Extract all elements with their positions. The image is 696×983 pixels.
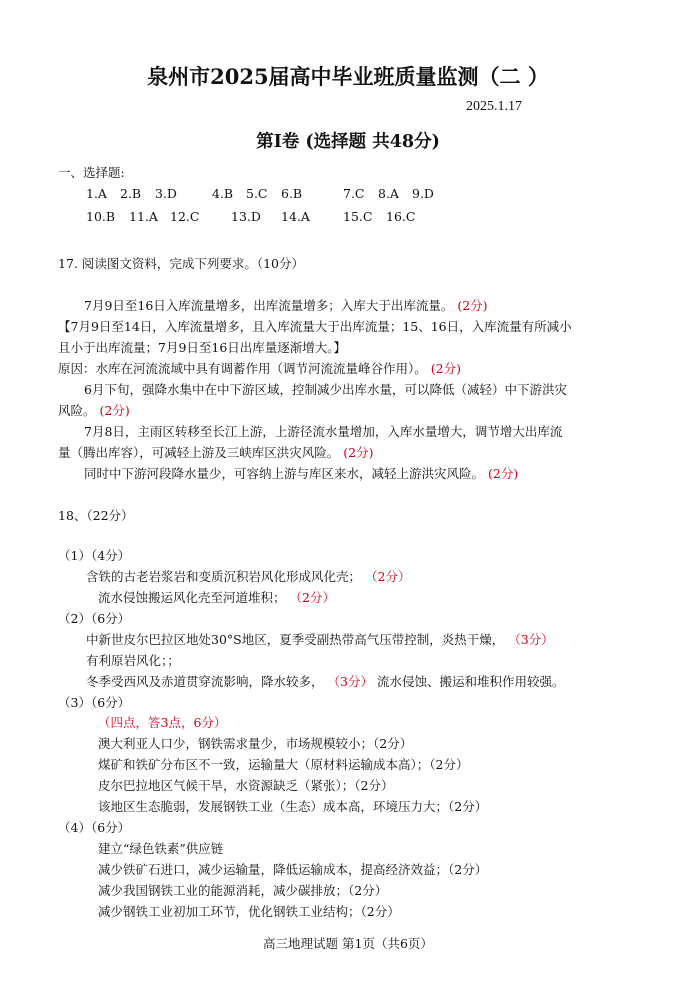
- q17-line: 【7月9日至14日，入库流量增多，且入库流量大于出库流量；15、16日，入库流量有所减小: [58, 319, 572, 334]
- score-label: (2分): [343, 445, 374, 460]
- q17-line: 6月下旬，强降水集中在中下游区域，控制减少出库水量，可以降低（减轻）中下游洪灾: [84, 382, 567, 397]
- answer-item: 16.C: [386, 209, 416, 224]
- q18-line: [86, 673, 564, 691]
- scoring-note: （四点，答3点，6分）: [98, 715, 227, 730]
- q18-line-text: 流水侵蚀、搬运和堆积作用较强。: [376, 674, 565, 689]
- q17-line: [58, 402, 130, 420]
- score-label: (2分): [99, 403, 130, 418]
- q18-line: 减少我国钢铁工业的能源消耗，减少碳排放；（2分）: [98, 883, 388, 898]
- q18-part-heading: （4）（6分）: [58, 820, 131, 835]
- q18-line: 该地区生态脆弱，发展钢铁工业（生态）成本高，环境压力大；（2分）: [98, 799, 488, 814]
- q18-heading: 18、（22分）: [58, 508, 134, 523]
- q17-line: [84, 465, 518, 483]
- q18-line: [86, 568, 410, 586]
- answer-item: 2.B: [120, 186, 142, 201]
- q18-line: 皮尔巴拉地区气候干旱，水资源缺乏（紧张）；（2分）: [98, 778, 394, 793]
- answer-item: 4.B: [212, 186, 234, 201]
- score-label: （3分）: [327, 674, 373, 689]
- q17-line: 且小于出库流量；7月9日至16日出库量逐渐增大。】: [58, 340, 347, 355]
- score-label: （2分）: [365, 569, 411, 584]
- q17-line: [58, 444, 373, 462]
- q18-line: [98, 589, 335, 607]
- score-label: (2分): [457, 298, 488, 313]
- answer-item: 5.C: [246, 186, 268, 201]
- answer-item: 3.D: [155, 186, 177, 201]
- answer-item: 10.B: [86, 209, 116, 224]
- q17-line-text: 同时中下游河段降水量少，可容纳上游与库区来水，减轻上游洪灾风险。: [84, 466, 485, 481]
- answer-item: 7.C: [343, 186, 365, 201]
- q18-line: 澳大利亚人口少，钢铁需求量少，市场规模较小；（2分）: [98, 736, 413, 751]
- answer-item: 14.A: [281, 209, 310, 224]
- q17-line-text: 量（腾出库容），可减轻上游及三峡库区洪灾风险。: [58, 445, 340, 460]
- q18-line-text: 冬季受西风及赤道贯穿流影响，降水较多，: [86, 674, 324, 689]
- answer-item: 11.A: [129, 209, 158, 224]
- q17-line: [84, 297, 488, 315]
- q18-line-text: 中新世皮尔巴拉区地处30°S地区，夏季受副热带高气压带控制，炎热干燥，: [86, 632, 505, 647]
- q17-line-text: 风险。: [58, 403, 96, 418]
- q18-line-text: 含铁的古老岩浆岩和变质沉积岩风化形成风化壳；: [86, 569, 362, 584]
- score-label: （2分）: [289, 590, 335, 605]
- answer-item: 1.A: [86, 186, 107, 201]
- q18-line: 煤矿和铁矿分布区不一致，运输量大（原材料运输成本高）；（2分）: [98, 757, 469, 772]
- answer-item: 15.C: [343, 209, 373, 224]
- q17-line: [58, 360, 461, 378]
- q17-line-text: 7月9日至16日入库流量增多，出库流量增多；入库大于出库流量。: [84, 298, 454, 313]
- answer-item: 8.A: [378, 186, 399, 201]
- q18-part-heading: （3）（6分）: [58, 695, 131, 710]
- q18-line: 建立“绿色铁素”供应链: [98, 841, 224, 856]
- page-title: 泉州市2025届高中毕业班质量监测（二 ）: [147, 64, 549, 89]
- q17-line-text: 原因：水库在河流流域中具有调蓄作用（调节河流流量峰谷作用）。: [58, 361, 427, 376]
- q18-line: [86, 631, 554, 649]
- answer-item: 9.D: [412, 186, 434, 201]
- q17-line: 7月8日，主雨区转移至长江上游，上游径流水量增加，入库水量增大，调节增大出库流: [84, 424, 563, 439]
- answer-item: 13.D: [231, 209, 261, 224]
- section1-label: 一、选择题:: [58, 165, 125, 180]
- q18-line: 减少钢铁工业初加工环节，优化钢铁工业结构；（2分）: [98, 904, 400, 919]
- page-footer: 高三地理试题 第1页（共6页）: [263, 936, 433, 951]
- q18-line: 有利原岩风化；；: [86, 653, 180, 668]
- q18-line: 减少铁矿石进口，减少运输量，降低运输成本，提高经济效益；（2分）: [98, 862, 488, 877]
- answer-item: 12.C: [170, 209, 200, 224]
- exam-date: 2025.1.17: [466, 99, 522, 114]
- score-label: (2分): [488, 466, 519, 481]
- score-label: （3分）: [508, 632, 554, 647]
- score-label: (2分): [430, 361, 461, 376]
- q18-line-text: 流水侵蚀搬运风化壳至河道堆积；: [98, 590, 286, 605]
- q18-part-heading: （2）（6分）: [58, 611, 131, 626]
- q18-part-heading: （1）（4分）: [58, 548, 131, 563]
- q17-heading: 17. 阅读图文资料，完成下列要求。（10分）: [58, 256, 305, 271]
- section-title: 第I卷 (选择题 共48分): [256, 132, 440, 152]
- answer-item: 6.B: [281, 186, 303, 201]
